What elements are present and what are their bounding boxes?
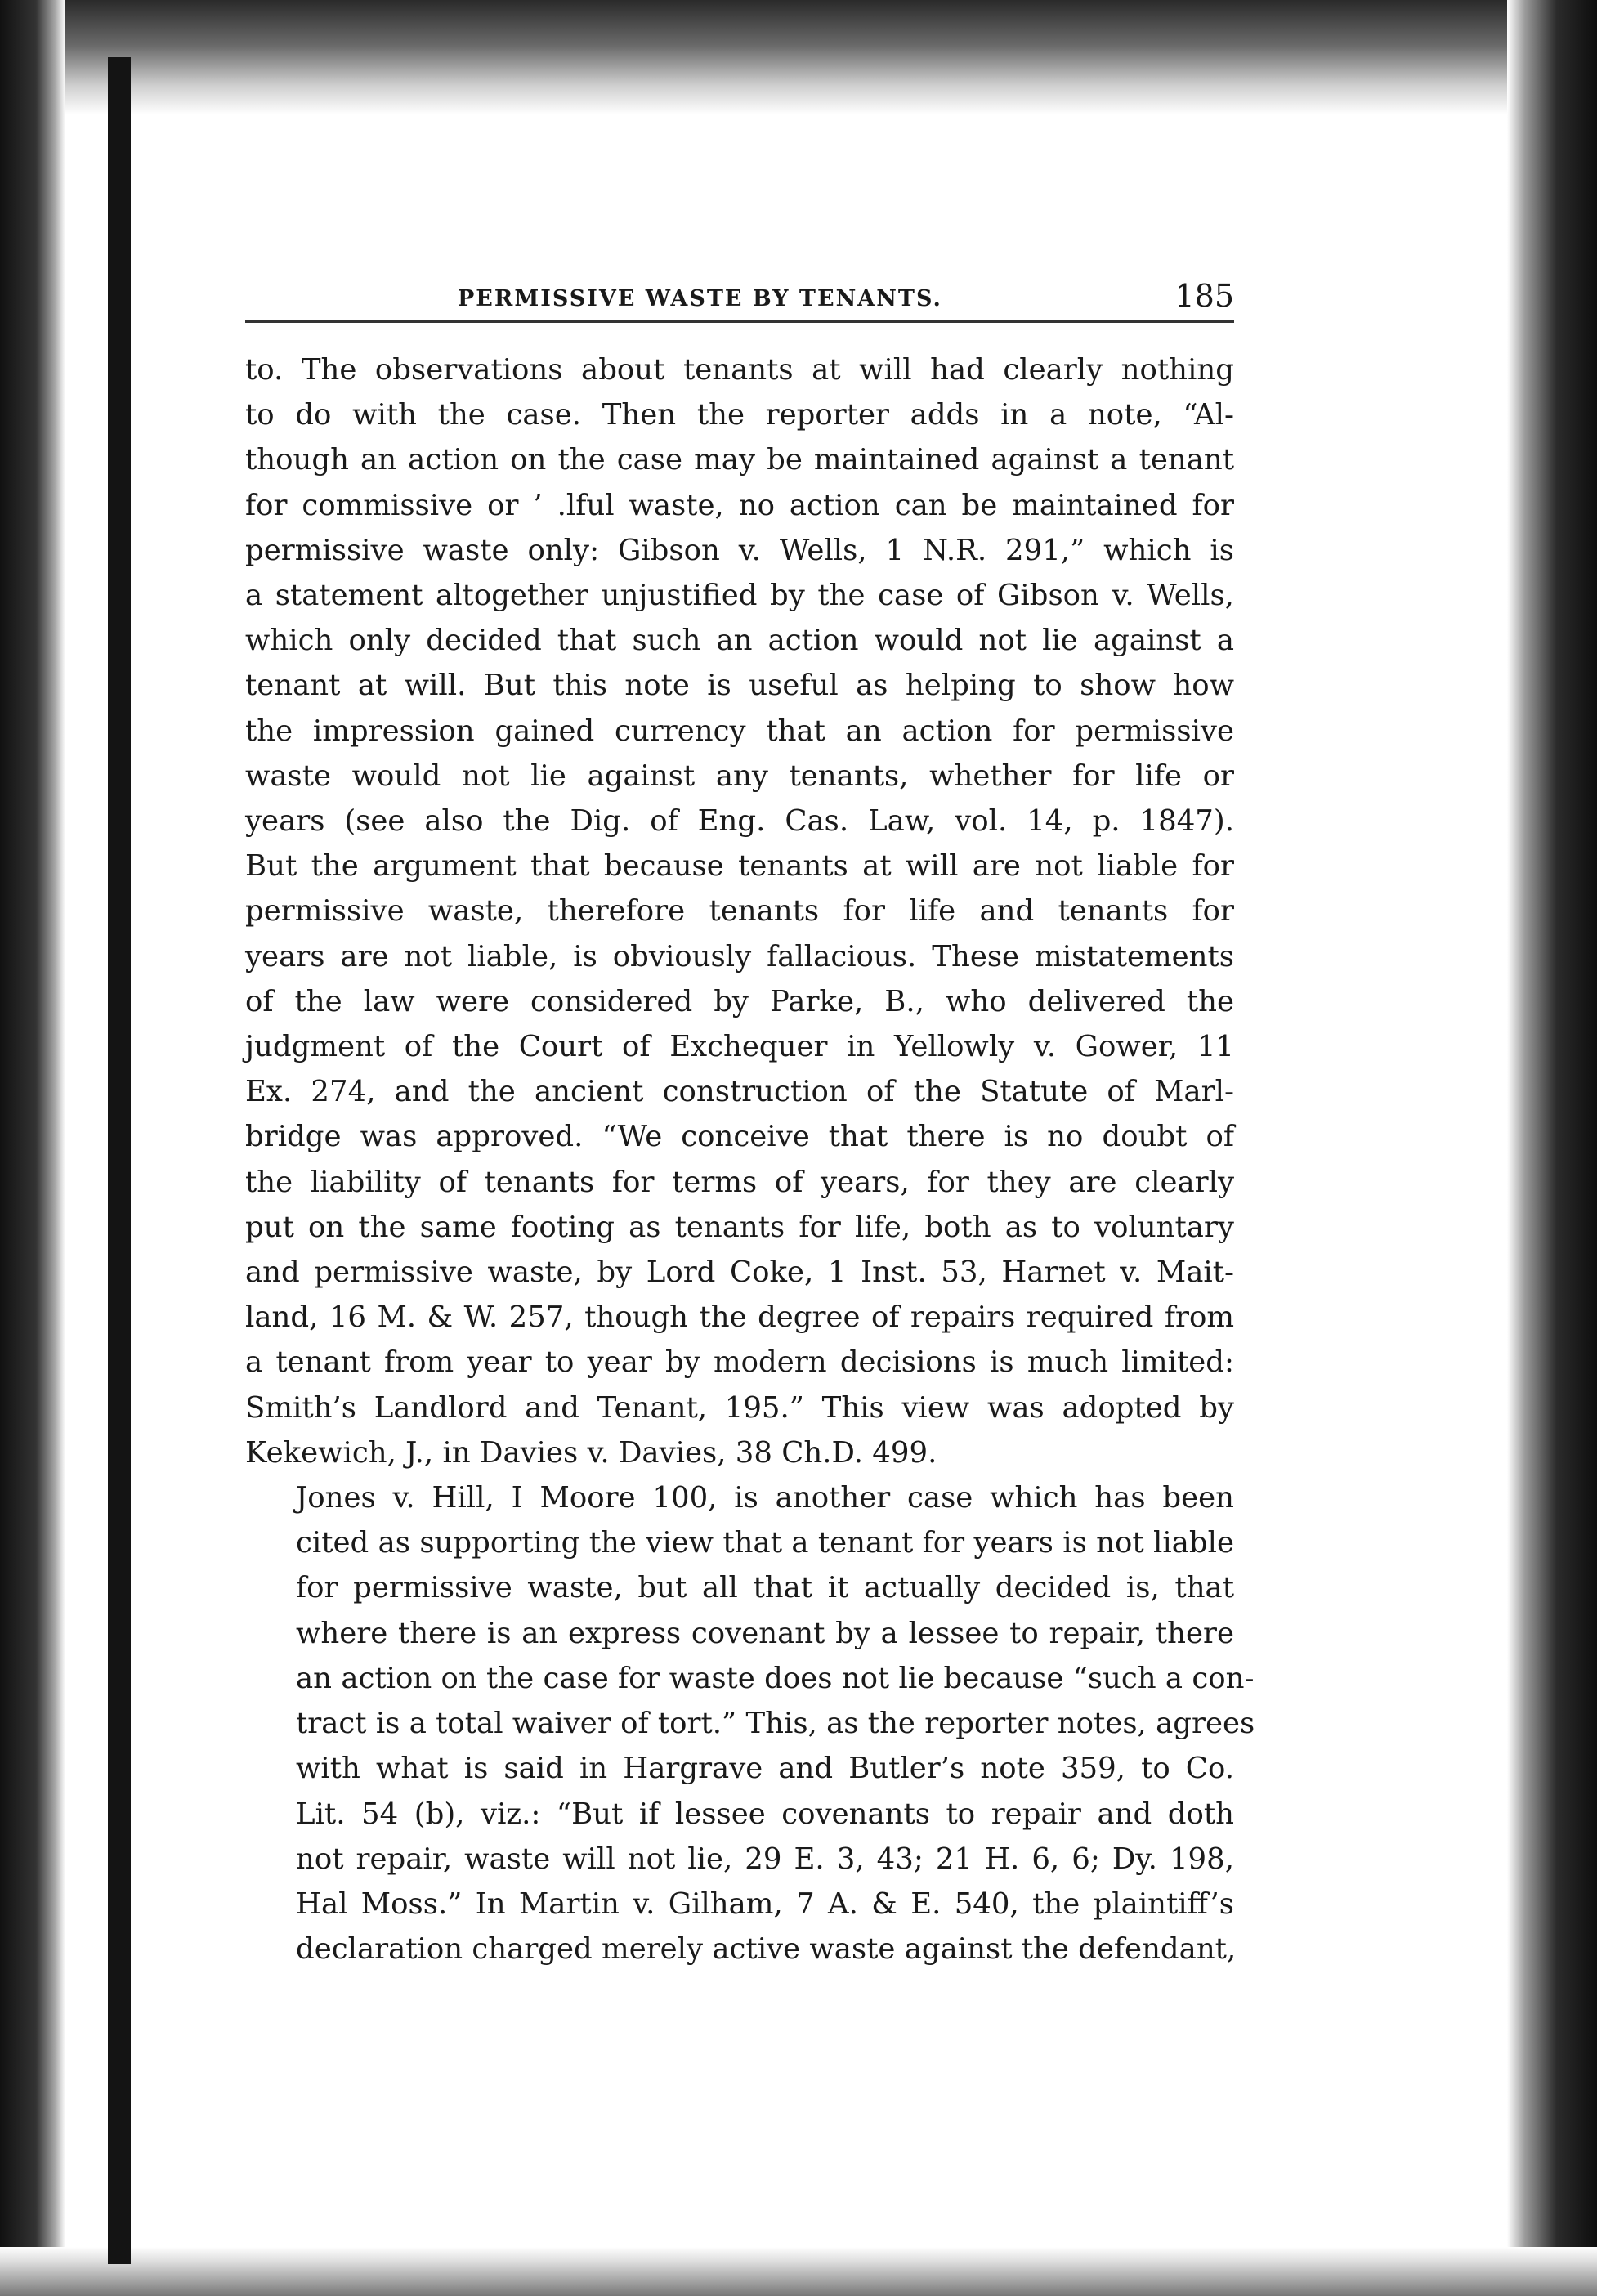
text-line: Smith’s Landlord and Tenant, 195.” This view was adopted by: [245, 1390, 1234, 1425]
text-line: an action on the case for waste does not lie because “such a con-: [296, 1661, 1255, 1695]
text-line: with what is said in Hargrave and Butler’s note 359, to Co.: [296, 1752, 1234, 1786]
text-line: put on the same footing as tenants for life, both as to voluntary: [245, 1210, 1234, 1244]
text-line: of the law were considered by Parke, B., who delivered the: [245, 984, 1234, 1018]
text-line: bridge was approved. “We conceive that there is no doubt of: [245, 1120, 1234, 1154]
text-line: judgment of the Court of Exchequer in Yellowly v. Gower, 11: [245, 1030, 1234, 1064]
scan-border-right: [1507, 0, 1597, 2296]
scan-border-top: [0, 0, 1597, 114]
text-line: for permissive waste, but all that it actually decided is, that: [296, 1571, 1234, 1605]
text-line: cited as supporting the view that a tenant for years is not liable: [296, 1526, 1234, 1560]
text-line: years (see also the Dig. of Eng. Cas. Law, vol. 14, p. 1847).: [245, 804, 1234, 839]
page-number: 185: [1174, 278, 1234, 314]
book-page: [245, 270, 1255, 1972]
text-line: the liability of tenants for terms of years, for they are clearly: [245, 1165, 1234, 1199]
text-line: a tenant from year to year by modern decisions is much limited:: [245, 1345, 1234, 1380]
text-line: for commissive or ’ .lful waste, no action can be maintained for: [245, 488, 1234, 522]
scan-border-left: [0, 0, 65, 2296]
text-line: Hal Moss.” In Martin v. Gilham, 7 A. & E. 540, the plaintiff’s: [296, 1886, 1234, 1921]
text-line: years are not liable, is obviously fallacious. These mistatements: [245, 939, 1234, 973]
text-line: the impression gained currency that an action for permissive: [245, 714, 1234, 748]
text-line: declaration charged merely active waste against the defendant,: [296, 1932, 1237, 1967]
text-line: to do with the case. Then the reporter adds in a note, “Al-: [245, 398, 1234, 432]
text-line: Lit. 54 (b), viz.: “But if lessee covenants to repair and doth: [296, 1797, 1234, 1831]
running-title: PERMISSIVE WASTE BY TENANTS.: [458, 286, 942, 311]
text-line: But the argument that because tenants at will are not liable for: [245, 849, 1234, 884]
text-line: a statement altogether unjustified by the case of Gibson v. Wells,: [245, 579, 1234, 613]
paragraph: [245, 347, 1234, 1475]
text-line: though an action on the case may be maintained against a tenant: [245, 443, 1234, 477]
text-line: Ex. 274, and the ancient construction of the Statute of Marl-: [245, 1075, 1234, 1109]
text-line: Kekewich, J., in Davies v. Davies, 38 Ch.D. 499.: [245, 1435, 937, 1470]
binding-shadow: [108, 57, 131, 2264]
text-line: and permissive waste, by Lord Coke, 1 Inst. 53, Harnet v. Mait-: [245, 1255, 1234, 1290]
text-line: to. The observations about tenants at will had clearly nothing: [245, 353, 1234, 387]
scan-border-bottom: [0, 2247, 1597, 2296]
text-line: tract is a total waiver of tort.” This, as the reporter notes, agrees: [296, 1707, 1255, 1741]
body-text: [245, 347, 1255, 1972]
text-line: where there is an express covenant by a lessee to repair, there: [296, 1616, 1234, 1650]
text-line: waste would not lie against any tenants, whether for life or: [245, 759, 1234, 793]
text-line: tenant at will. But this note is useful as helping to show how: [245, 669, 1234, 703]
text-line: permissive waste only: Gibson v. Wells, 1 N.R. 291,” which is: [245, 533, 1234, 567]
text-line: not repair, waste will not lie, 29 E. 3, 43; 21 H. 6, 6; Dy. 198,: [296, 1842, 1234, 1876]
paragraph: [245, 1475, 1255, 1972]
text-line: permissive waste, therefore tenants for life and tenants for: [245, 894, 1234, 929]
text-line: which only decided that such an action would not lie against a: [245, 624, 1234, 658]
text-line: Jones v. Hill, I Moore 100, is another case which has been: [296, 1481, 1234, 1515]
text-line: land, 16 M. & W. 257, though the degree of repairs required from: [245, 1300, 1234, 1335]
running-header: [245, 270, 1234, 323]
